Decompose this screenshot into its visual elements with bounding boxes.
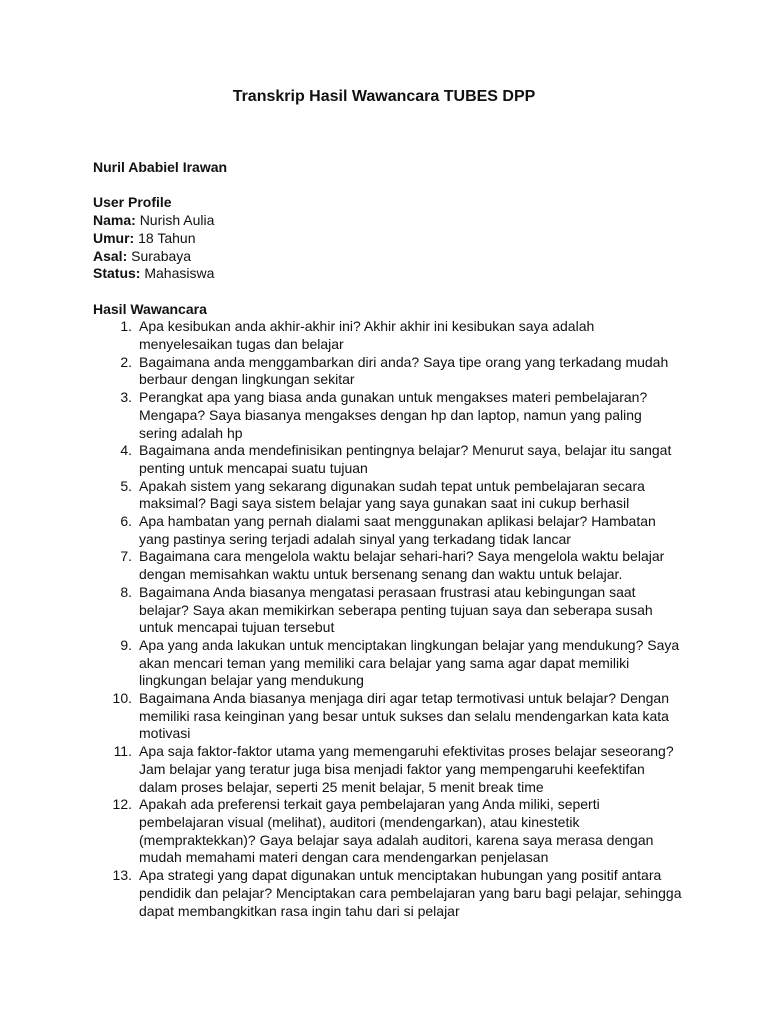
item-text: Apakah sistem yang sekarang digunakan sudah tepat untuk pembelajaran secara maksimal? Bagi saya sistem belajar yang saya gunakan saat ini cukup berhasil [139, 477, 645, 512]
profile-field-nama [93, 212, 683, 230]
list-item [93, 548, 683, 583]
item-text: Perangkat apa yang biasa anda gunakan untuk mengakses materi pembelajaran? Mengapa? Saya biasanya mengakses dengan hp dan laptop, namun yang paling sering adalah hp [139, 389, 648, 441]
item-number: 3. [120, 389, 132, 406]
item-text: Bagaimana anda menggambarkan diri anda? Saya tipe orang yang terkadang mudah berbaur dengan lingkungan sekitar [139, 353, 669, 388]
item-text: Apa kesibukan anda akhir-akhir ini? Akhir akhir ini kesibukan saya adalah menyelesaikan tugas dan belajar [139, 318, 595, 352]
profile-field-asal [93, 248, 683, 266]
item-number: 2. [120, 353, 132, 370]
item-number: 1. [120, 318, 132, 335]
document-title: Transkrip Hasil Wawancara TUBES DPP [232, 88, 536, 105]
profile-value: Surabaya [131, 247, 192, 264]
user-profile-fields [93, 212, 683, 283]
author-name: Nuril Ababiel Irawan [93, 159, 228, 175]
item-number: 9. [120, 636, 132, 653]
list-item [93, 318, 683, 353]
item-number: 13. [112, 867, 132, 884]
list-item [93, 389, 683, 442]
list-item [93, 690, 683, 743]
item-number: 5. [120, 477, 132, 494]
item-text: Bagaimana cara mengelola waktu belajar sehari-hari? Saya mengelola waktu belajar dengan memisahkan waktu untuk bersenang senang dan waktu untuk belajar. [139, 548, 665, 583]
item-text: Bagaimana anda mendefinisikan pentingnya belajar? Menurut saya, belajar itu sangat penting untuk mencapai suatu tujuan [139, 442, 672, 476]
item-number: 8. [120, 583, 132, 600]
item-text: Apa strategi yang dapat digunakan untuk menciptakan hubungan yang positif antara pendidik dan pelajar? Menciptakan cara pembelajaran yang baru bagi pelajar, sehingga dapat membangkitkan rasa ingin tahu dari si pelajar [139, 867, 682, 919]
profile-value: 18 Tahun [138, 229, 196, 246]
item-text: Apa yang anda lakukan untuk menciptakan lingkungan belajar yang mendukung? Saya akan mencari teman yang memiliki cara belajar yang sama agar dapat memiliki lingkungan belajar yang mendukung [139, 636, 680, 689]
user-profile-heading: User Profile [93, 194, 172, 211]
item-number: 12. [112, 796, 132, 813]
profile-label: Nama: [93, 212, 136, 229]
interview-qa-list [93, 318, 683, 920]
list-item [93, 354, 683, 389]
document-body [93, 159, 683, 920]
item-text: Apa saja faktor-faktor utama yang memengaruhi efektivitas proses belajar seseorang? Jam belajar yang teratur juga bisa menjadi faktor yang mempengaruhi keefektifan dalam proses belajar, seperti 25 menit belajar, 5 menit break time [139, 743, 674, 795]
profile-label: Umur: [93, 229, 135, 246]
profile-label: Status: [93, 265, 141, 282]
item-number: 4. [120, 442, 132, 459]
list-item [93, 478, 683, 513]
interview-results-heading: Hasil Wawancara [93, 300, 207, 317]
profile-field-umur [93, 230, 683, 248]
profile-field-status [93, 265, 683, 283]
list-item [93, 796, 683, 867]
list-item [93, 513, 683, 548]
list-item [93, 867, 683, 920]
item-number: 6. [120, 513, 132, 530]
profile-label: Asal: [93, 247, 128, 264]
item-text: Apakah ada preferensi terkait gaya pembelajaran yang Anda miliki, seperti pembelajaran visual (melihat), auditori (mendengarkan), atau kinestetik (mempraktekkan)? Gaya belajar saya adalah auditori, karena saya merasa dengan mudah memahami materi dengan cara mendengarkan penjelasan [139, 796, 654, 866]
item-number: 11. [113, 743, 132, 760]
list-item [93, 584, 683, 637]
profile-value: Mahasiswa [144, 265, 215, 282]
item-number: 7. [120, 548, 132, 565]
item-text: Apa hambatan yang pernah dialami saat menggunakan aplikasi belajar? Hambatan yang pastinya sering terjadi adalah sinyal yang terkadang tidak lancar [139, 513, 656, 547]
list-item [93, 637, 683, 690]
item-text: Bagaimana Anda biasanya menjaga diri agar tetap termotivasi untuk belajar? Dengan memiliki rasa keinginan yang besar untuk sukses dan selalu mendengarkan kata kata motivasi [139, 690, 670, 742]
list-item [93, 442, 683, 477]
profile-value: Nurish Aulia [139, 212, 215, 229]
item-text: Bagaimana Anda biasanya mengatasi perasaan frustrasi atau kebingungan saat belajar? Saya akan memikirkan seberapa penting tujuan saya dan seberapa susah untuk mencapai tujuan tersebut [139, 583, 653, 636]
item-number: 10. [112, 690, 132, 707]
list-item [93, 743, 683, 796]
